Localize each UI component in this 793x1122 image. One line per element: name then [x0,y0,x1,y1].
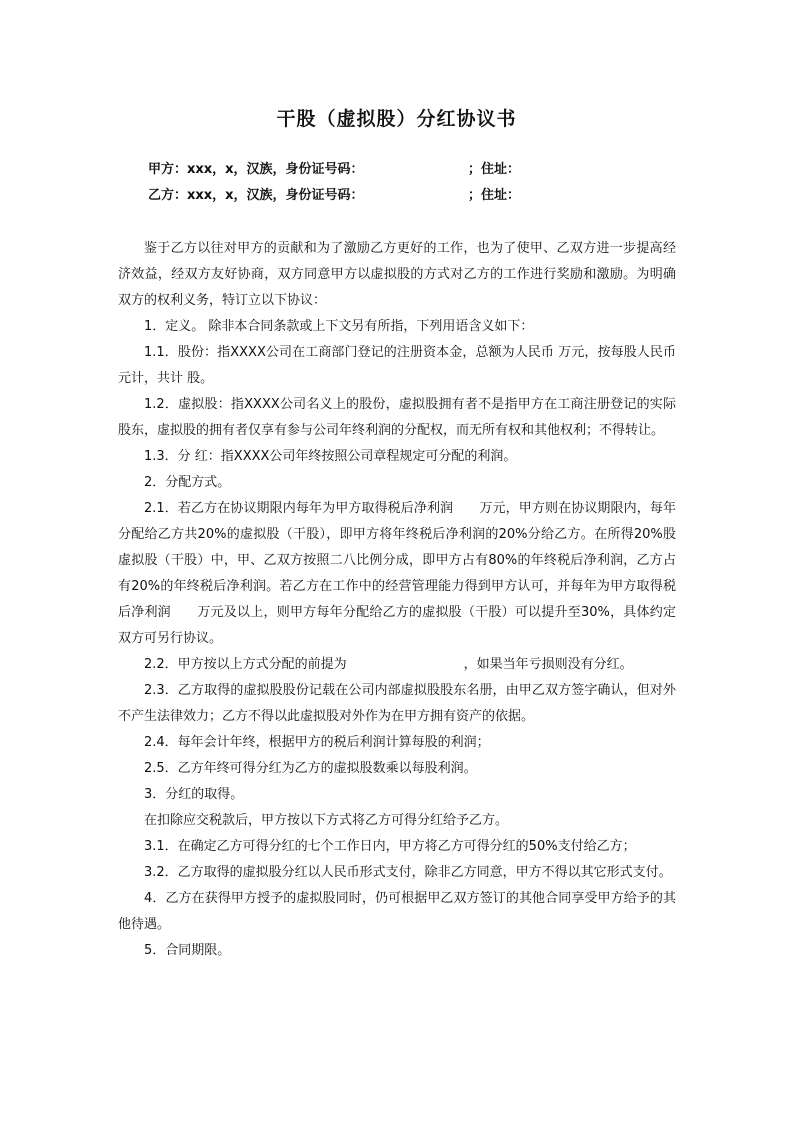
party-a-address-label: ；住址： [468,162,521,177]
clause-2-5: 2.5．乙方年终可得分红为乙方的虚拟股数乘以每股利润。 [144,761,477,776]
clause-2-3: 2.3．乙方取得的虚拟股股份记载在公司内部虚拟股股东名册，由甲乙双方签字确认，但对外不产生法律效力；乙方不得以此虚拟股对外作为在甲方拥有资产的依据。 [118,683,676,724]
clause-2-4: 2.4．每年会计年终，根据甲方的税后利润计算每股的利润； [144,735,490,750]
preamble-paragraph: 鉴于乙方以往对甲方的贡献和为了激励乙方更好的工作，也为了使甲、乙双方进一步提高经济效益，经双方友好协商，双方同意甲方以虚拟股的方式对乙方的工作进行奖励和激励。为明确双方的权利义务，特订立以下协议： [118,241,676,308]
clause-1-2-virtual-shares: 1.2．虚拟股：指XXXX公司名义上的股份，虚拟股拥有者不是指甲方在工商注册登记的实际股东，虚拟股的拥有者仅享有参与公司年终利润的分配权，而无所有权和其他权利；不得转让。 [118,397,676,438]
party-a-line [148,160,521,180]
clause-3-1: 3.1．在确定乙方可得分红的七个工作日内，甲方将乙方可得分红的50%支付给乙方； [144,839,636,854]
clause-2-2: 2.2．甲方按以上方式分配的前提为 ，如果当年亏损则没有分红。 [144,657,633,672]
clause-3-obtaining-dividend: 3．分红的取得。 [144,787,244,802]
party-b-address-label: ；住址： [468,188,521,203]
clause-5-term: 5．合同期限。 [144,943,231,958]
clause-1-definitions: 1．定义。 除非本合同条款或上下文另有所指，下列用语含义如下： [144,319,534,334]
clause-3-intro: 在扣除应交税款后，甲方按以下方式将乙方可得分红给予乙方。 [144,813,509,828]
clause-1-3-dividend: 1.3．分 红：指XXXX公司年终按照公司章程规定可分配的利润。 [144,449,517,464]
party-b-label: 乙方：xxx，x，汉族，身份证号码： [148,188,364,203]
clause-2-1: 2.1．若乙方在协议期限内每年为甲方取得税后净利润 万元，甲方则在协议期限内，每年分配给乙方共20%的虚拟股（干股），即甲方将年终税后净利润的20%分给乙方。在所得20%股虚拟股（干股）中，甲、乙双方按照二八比例分成，即甲方占有80%的年终税后净利润，乙方占有20%的年终税后净利润。若乙方在工作中的经营管理能力得到甲方认可，并每年为甲方取得税后净利润 万元及以上，则甲方每年分配给乙方的虚拟股（干股）可以提升至30%，具体约定双方可另行协议。 [118,501,676,646]
document-title: 干股（虚拟股）分红协议书 [276,108,517,130]
agreement-body [118,236,676,964]
party-b-line [148,186,521,206]
clause-3-2: 3.2．乙方取得的虚拟股分红以人民币形式支付，除非乙方同意，甲方不得以其它形式支付。 [144,865,672,880]
party-a-label: 甲方：xxx，x，汉族，身份证号码： [148,162,364,177]
clause-4: 4．乙方在获得甲方授予的虚拟股同时，仍可根据甲乙双方签订的其他合同享受甲方给予的其他待遇。 [118,891,676,932]
clause-1-1-shares: 1.1．股份：指XXXX公司在工商部门登记的注册资本金，总额为人民币 万元，按每股人民币 元计，共计 股。 [118,345,676,386]
clause-2-distribution: 2．分配方式。 [144,475,231,490]
